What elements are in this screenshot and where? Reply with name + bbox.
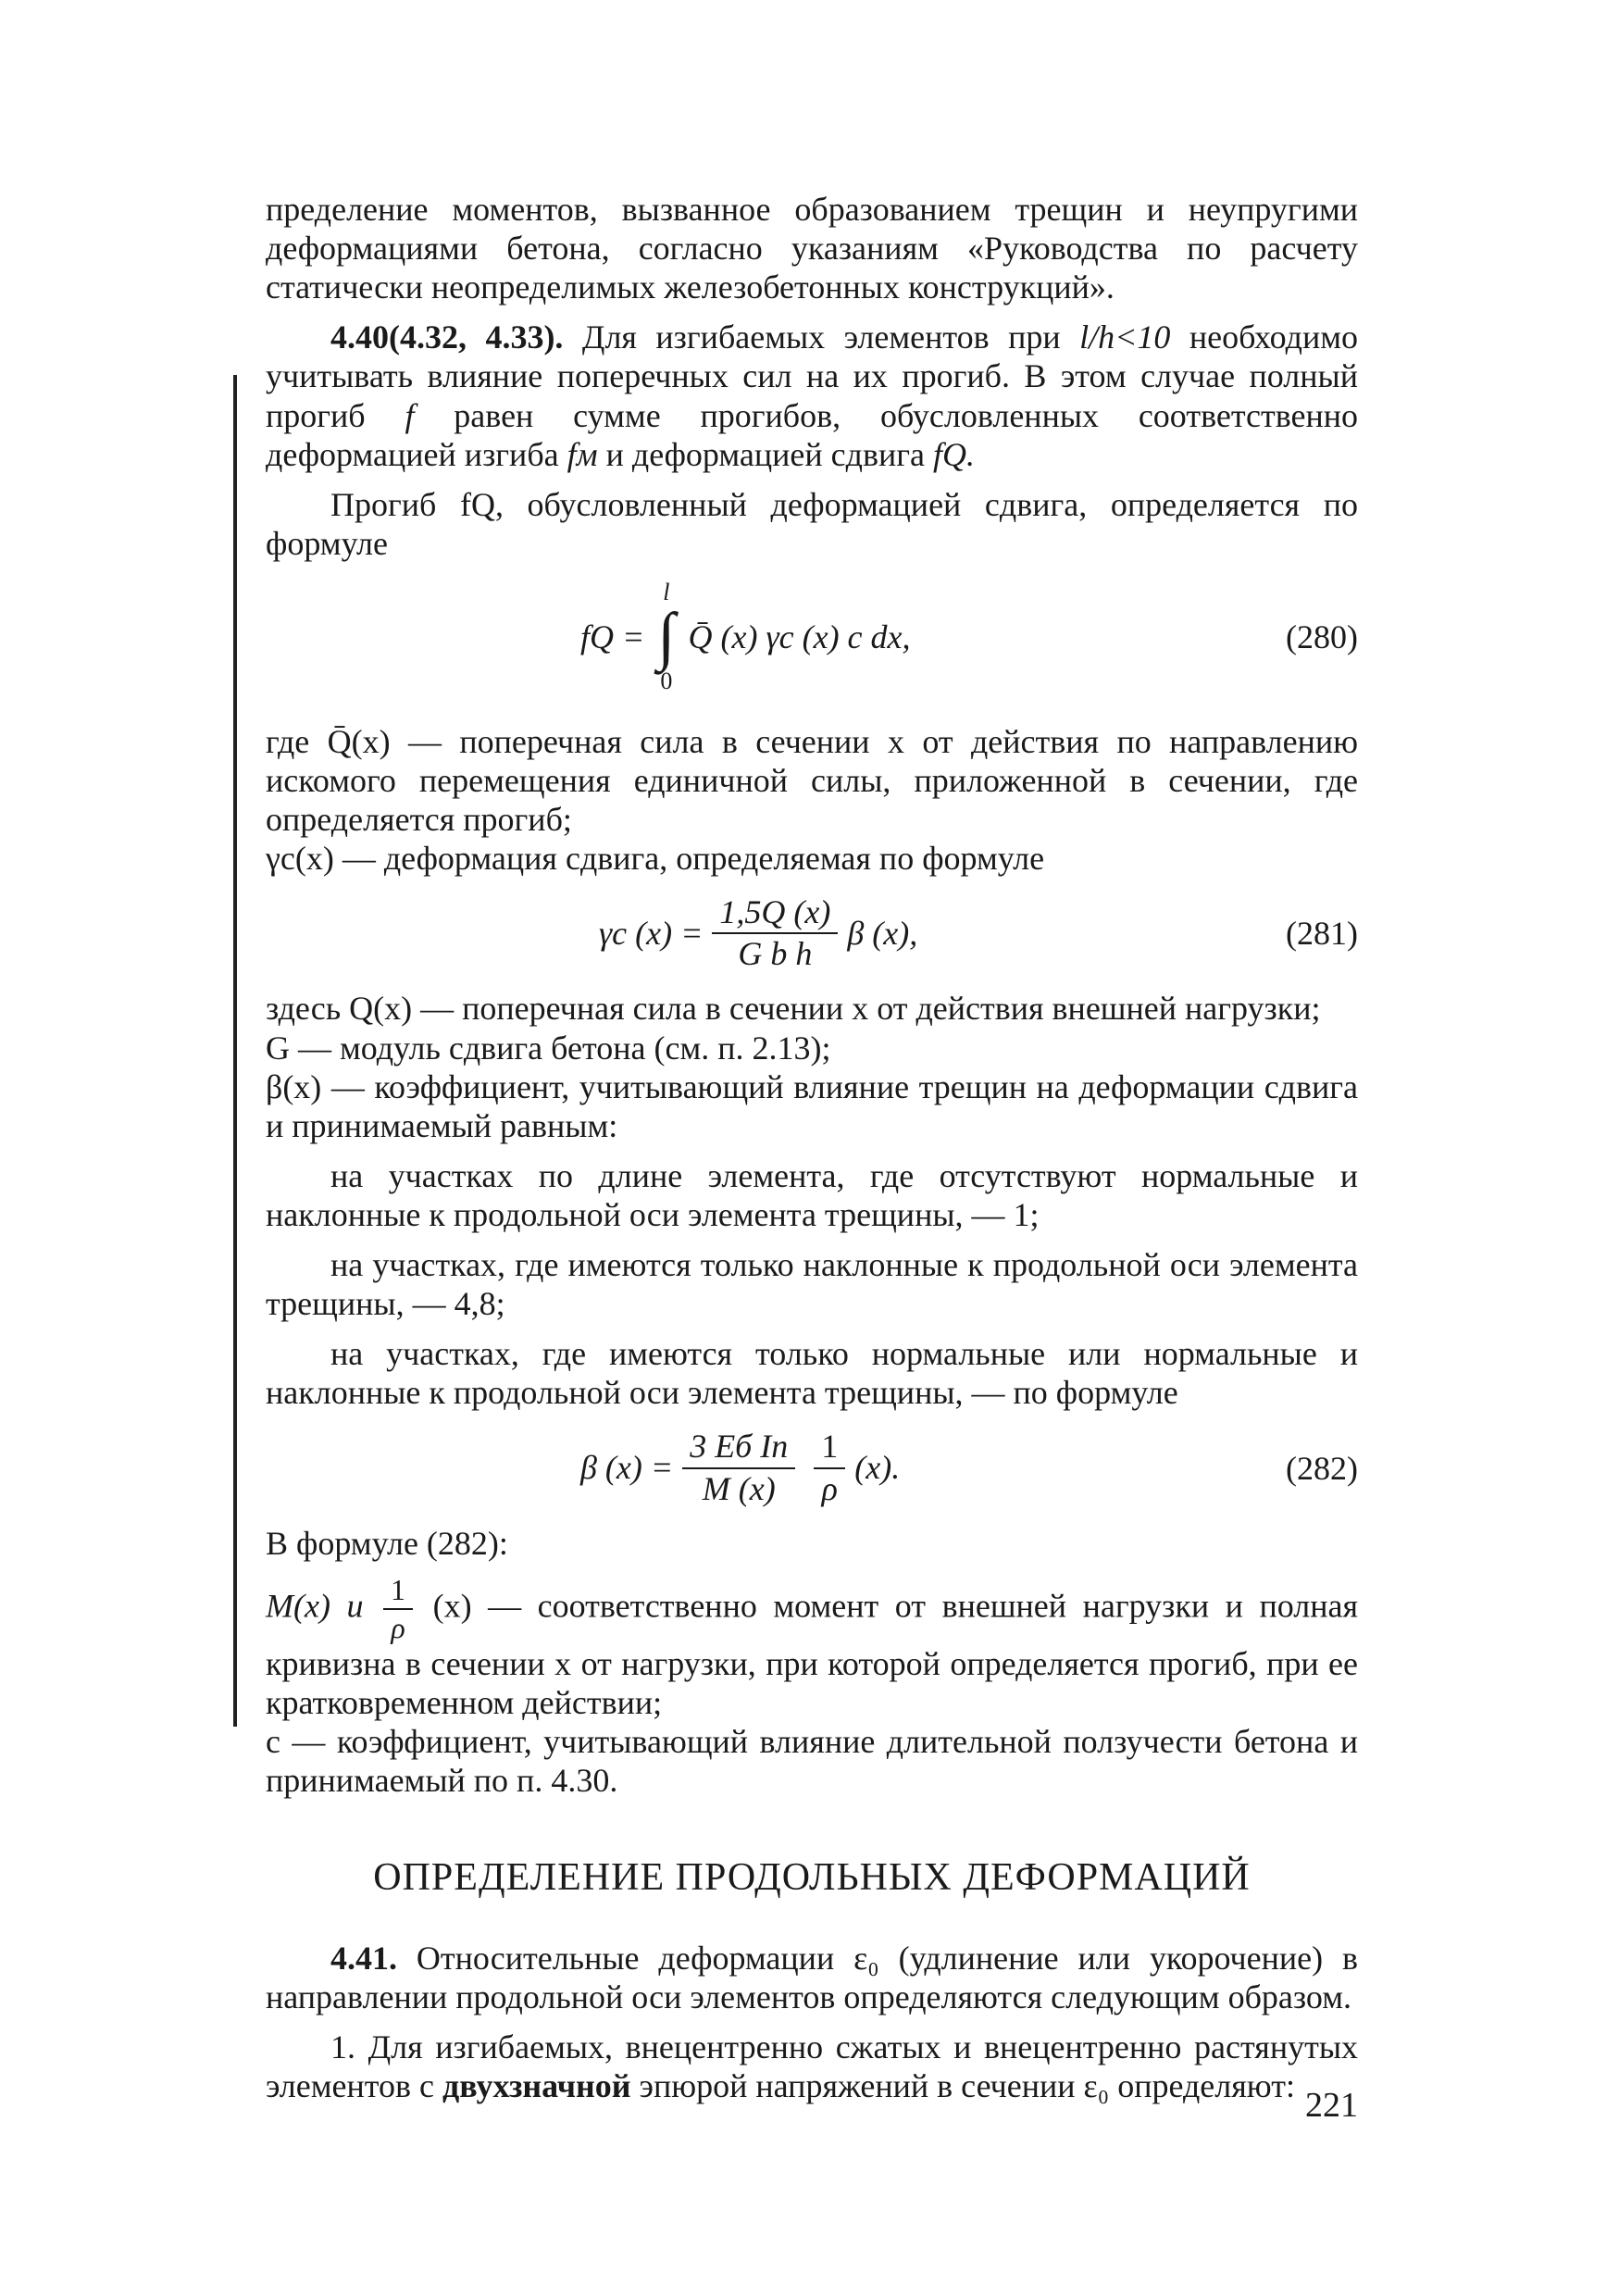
fraction: $\frac{1,5Q (x)}{\text{G b h}}$ [712, 894, 838, 973]
in-formula-line: В формуле (282): [266, 1524, 508, 1562]
case-item: на участках по длине элемента, где отсутствуют нормальные и наклонные к продольной оси элемента трещины, — 1; [266, 1156, 1358, 1233]
case-item: на участках, где имеются только наклонные к продольной оси элемента трещины, — 4,8; [266, 1246, 1358, 1323]
definition-line: G — модуль сдвига бетона (см. п. 2.13); [266, 1029, 831, 1067]
section-heading: ОПРЕДЕЛЕНИЕ ПРОДОЛЬНЫХ ДЕФОРМАЦИЙ [373, 1856, 1251, 1900]
paragraph-fq: Прогиб fQ, обусловленный деформацией сдвига, определяется по формуле [266, 485, 1358, 562]
formula-280 [266, 563, 1358, 711]
page-number: 221 [1305, 2086, 1358, 2125]
formula-number: (280) [1286, 618, 1358, 655]
definition-line: β(x) — коэффициент, учитывающий влияние трещин на деформации сдвига и принимаемый равным: [266, 1067, 1358, 1144]
integral-sign: l ∫ 0 [657, 578, 676, 694]
item-1: 1. Для изгибаемых, внецентренно сжатых и внецентренно растянутых элементов с двухзначной эпюрой напряжений в сечении ε₀ определяют: [266, 2028, 1358, 2104]
formula-number: (281) [1286, 915, 1358, 953]
fraction: $\frac{\text{3 Eб Iп}}{M (x)}$ [682, 1429, 795, 1507]
fraction: $\frac{1}{\rho}$ [814, 1429, 845, 1507]
definition-q: где Q̄(x) — поперечная сила в сечении x от действия по направлению искомого перемещения единичной силы, приложенной в сечении, где определяется прогиб; [266, 722, 1358, 839]
paragraph-4-40: 4.40(4.32, 4.33). Для изгибаемых элементов при l/h<10 необходимо учитывать влияние поперечных сил на их прогиб. В этом случае полный прогиб f равен сумме прогибов, обусловленных соответственно деформацией изгиба fм и деформацией сдвига fQ. [266, 318, 1359, 473]
paragraph-4-41: 4.41. Относительные деформации ε₀ (удлинение или укорочение) в направлении продольной оси элементов определяются следующим образом. [266, 1939, 1358, 2015]
formula-lhs: fQ = [580, 618, 645, 655]
top-paragraph: пределение моментов, вызванное образованием трещин и неупругими деформациями бетона, согласно указаниям «Руководства по расчету статически неопределимых железобетонных конструкций». [266, 191, 1358, 306]
case-item: на участках, где имеются только нормальные или нормальные и наклонные к продольной оси элемента трещины, — по формуле [266, 1335, 1358, 1412]
text-column [266, 190, 1358, 2105]
fraction: $\frac{1}{\rho}$ [383, 1574, 413, 1644]
margin-rule [233, 375, 237, 1727]
formula-number: (282) [1286, 1449, 1358, 1487]
definition-line: здесь Q(x) — поперечная сила в сечении x от действия внешней нагрузки; [266, 990, 1321, 1028]
formula-body: Q̄ (x) γс (x) c dx, [688, 618, 911, 655]
definition-m: M(x) и $\frac{1}{\rho}$ (x) — соответственно момент от внешней нагрузки и полная кривизна в сечении x от нагрузки, при которой определяется прогиб, при ее кратковременном действии; [266, 1572, 1359, 1722]
clause-label: 4.40(4.32, 4.33). [330, 318, 564, 356]
definition-c: c — коэффициент, учитывающий влияние длительной ползучести бетона и принимаемый по п. 4.30. [266, 1723, 1358, 1800]
formula-281: γс (x) = $\frac{1,5Q (x)}{\text{G b h}}$ β (x), (281) [599, 892, 1358, 973]
clause-label: 4.41. [330, 1939, 397, 1977]
formula-282: β (x) = $\frac{\text{3 Eб Iп}}{M (x)}$ $\frac{1}{\rho}$ (x). (282) [580, 1427, 1358, 1507]
definition-gamma: γс(x) — деформация сдвига, определяемая по формуле [266, 840, 1045, 878]
